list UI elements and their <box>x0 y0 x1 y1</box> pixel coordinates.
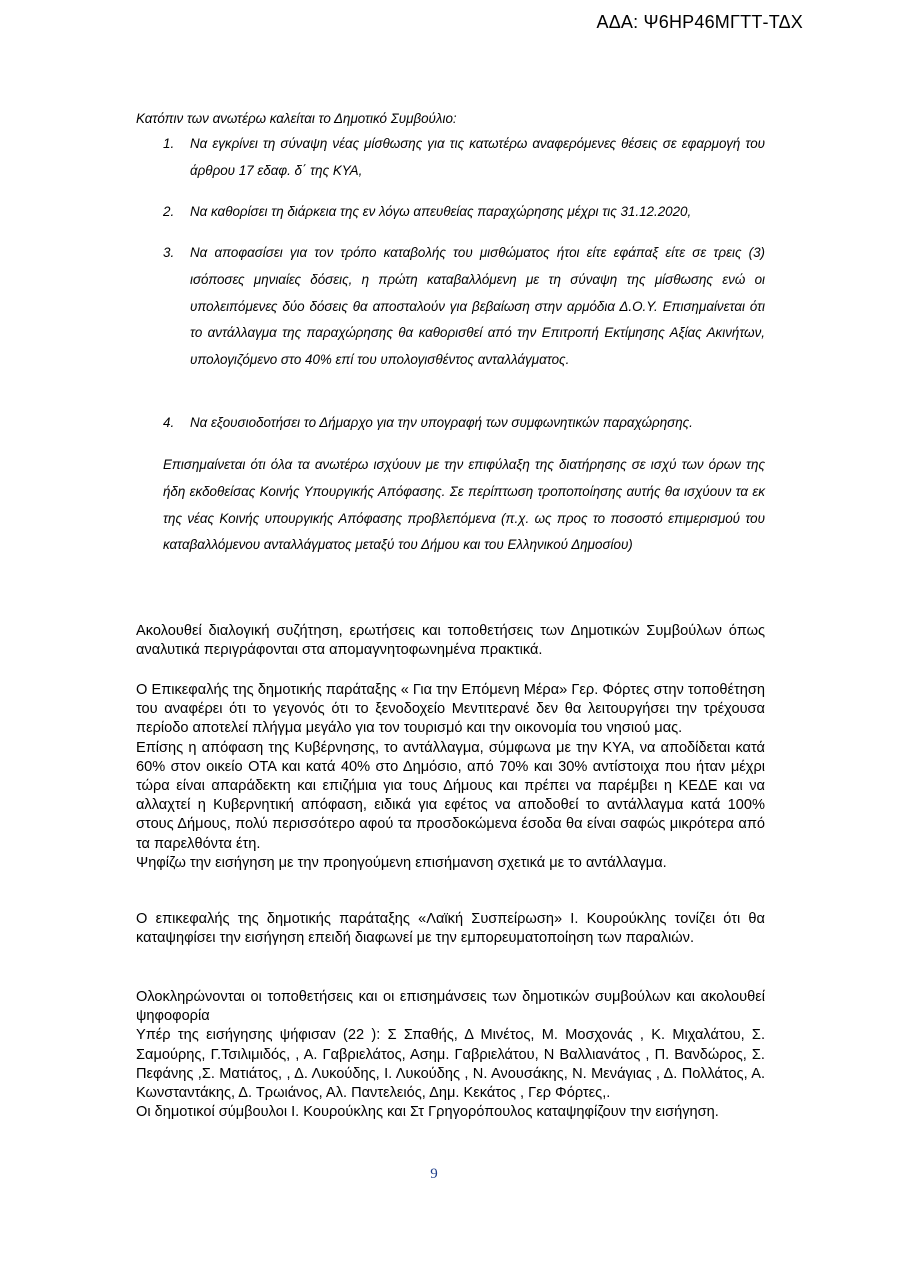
kourouklis-statement-text: Ο επικεφαλής της δημοτικής παράταξης «Λαϊκή Συσπείρωση» Ι. Κουρούκλης τονίζει ότι θα καταψηφίσει την εισήγηση επειδή διαφωνεί με την εμπορευματοποίηση των παραλιών. <box>136 911 765 947</box>
ada-code: ΑΔΑ: Ψ6ΗΡ46ΜΓΤΤ-ΤΔΧ <box>596 12 803 32</box>
discussion-text: Ακολουθεί διαλογική συζήτηση, ερωτήσεις και τοποθετήσεις των Δημοτικών Συμβούλων όπως αναλυτικά περιγράφονται στα απομαγνητοφωνημένα πρακτικά. <box>136 623 765 659</box>
list-item-text: Να αποφασίσει για τον τρόπο καταβολής του μισθώματος ήτοι είτε εφάπαξ είτε σε τρεις (3) ισόποσες μηνιαίες δόσεις, η πρώτη καταβαλλόμενη με τη σύναψη της μίσθωσης ενώ οι υπολειπόμενες δύο δόσεις θα αποσταλούν για βεβαίωση στην αρμόδια Δ.Ο.Υ. Επισημαίνεται ότι το αντάλλαγμα της παραχώρησης θα καθορισθεί από την Επιτροπή Εκτίμησης Αξίας Ακινήτων, υπολογιζόμενο στο 40% επί του υπολογισθέντος ανταλλάγματος. <box>190 245 765 368</box>
list-item-text: Να καθορίσει τη διάρκεια της εν λόγω απευθείας παραχώρησης μέχρι τις 31.12.2020, <box>190 204 692 219</box>
list-item-text: Να εξουσιοδοτήσει το Δήμαρχο για την υπογραφή των συμφωνητικών παραχώρησης. <box>190 415 693 430</box>
fortes-statement-line: Επίσης η απόφαση της Κυβέρνησης, το αντάλλαγμα, σύμφωνα με την ΚΥΑ, να αποδίδεται κατά 60% στον οικείο ΟΤΑ και κατά 40% στο Δημόσιο, από 70% και 30% αντίστοιχα που ήταν μέχρι τώρα είναι απαράδεκτη και επιζήμια για τους Δήμους και πρέπει να παρέμβει η ΚΕΔΕ και να αλλαχτεί η Κυβερνητική απόφαση, ειδικά για εφέτος να αποδοθεί το αντάλλαγμα κατά 100% στους Δήμους, πολύ περισσότερο αφού τα προσδοκώμενα έσοδα θα είναι σαφώς μικρότερα από τα παρελθόντα έτη. <box>136 739 765 852</box>
list-item <box>163 131 765 185</box>
fortes-statement-line: Ψηφίζω την εισήγηση με την προηγούμενη επισήμανση σχετικά με το αντάλλαγμα. <box>136 854 667 871</box>
discussion-paragraph <box>136 622 765 660</box>
list-item <box>163 199 765 226</box>
fortes-statement-line: Ο Επικεφαλής της δημοτικής παράταξης « Για την Επόμενη Μέρα» Γερ. Φόρτες στην τοποθέτηση του αναφέρει ότι το γεγονός ότι το ξενοδοχείο Μεντιτερανέ δεν θα λειτουργήσει την τρέχουσα περίοδο αποτελεί πλήγμα μεγάλο για τον τουρισμό και την οικονομία του νησιού μας. <box>136 682 765 737</box>
vote-intro: Ολοκληρώνονται οι τοποθετήσεις και οι επισημάνσεις των δημοτικών συμβούλων και ακολουθεί ψηφοφορία <box>136 989 765 1025</box>
note-paragraph: Επισημαίνεται ότι όλα τα ανωτέρω ισχύουν με την επιφύλαξη της διατήρησης σε ισχύ των όρων της ήδη εκδοθείσας Κοινής Υπουργικής Απόφασης. Σε περίπτωση τροποποίησης αυτής θα ισχύουν τα εκ της νέας Κοινής υπουργικής Απόφασης προβλεπόμενα (π.χ. ως προς το ποσοστό επιμερισμού του καταβαλλόμενου ανταλλάγματος μεταξύ του Δήμου και του Ελληνικού Δημοσίου) <box>163 457 765 553</box>
fortes-statement <box>136 681 765 873</box>
list-item <box>163 240 765 374</box>
vote-section <box>136 988 765 1122</box>
list-item-text: Να εγκρίνει τη σύναψη νέας μίσθωσης για τις κατωτέρω αναφερόμενες θέσεις σε εφαρμογή του άρθρου 17 εδαφ. δ΄ της ΚΥΑ, <box>190 136 765 178</box>
page-number: 9 <box>430 1166 438 1182</box>
kourouklis-statement <box>136 910 765 948</box>
list-item <box>163 410 765 437</box>
vote-for: Υπέρ της εισήγησης ψήφισαν (22 ): Σ Σπαθής, Δ Μινέτος, Μ. Μοσχονάς , Κ. Μιχαλάτου, Σ. Σαμούρης, Γ.Τσιλιμιδός, , Α. Γαβριελάτος, Ασημ. Γαβριελάτου, Ν Βαλλιανάτος , Π. Βανδώρος, Σ. Πεφάνης ,Σ. Ματιάτος, , Δ. Λυκούδης, Ι. Λυκούδης , Ν. Ανουσάκης, Ν. Μενάγιας , Δ. Πολλάτος, Α. Κωνσταντάκης, Δ. Τρωιάνος, Αλ. Παντελειός, Δημ. Κεκάτος , Γερ Φόρτες,. <box>136 1027 765 1102</box>
list-item-number: 3. <box>163 245 175 260</box>
list-item-number: 1. <box>163 136 175 151</box>
list-item-number: 2. <box>163 204 175 219</box>
intro-line: Κατόπιν των ανωτέρω καλείται το Δημοτικό Συμβούλιο: <box>136 111 457 126</box>
vote-against: Οι δημοτικοί σύμβουλοι Ι. Κουρούκλης και Στ Γρηγορόπουλος καταψηφίζουν την εισήγηση. <box>136 1104 719 1121</box>
list-item-number: 4. <box>163 415 175 430</box>
